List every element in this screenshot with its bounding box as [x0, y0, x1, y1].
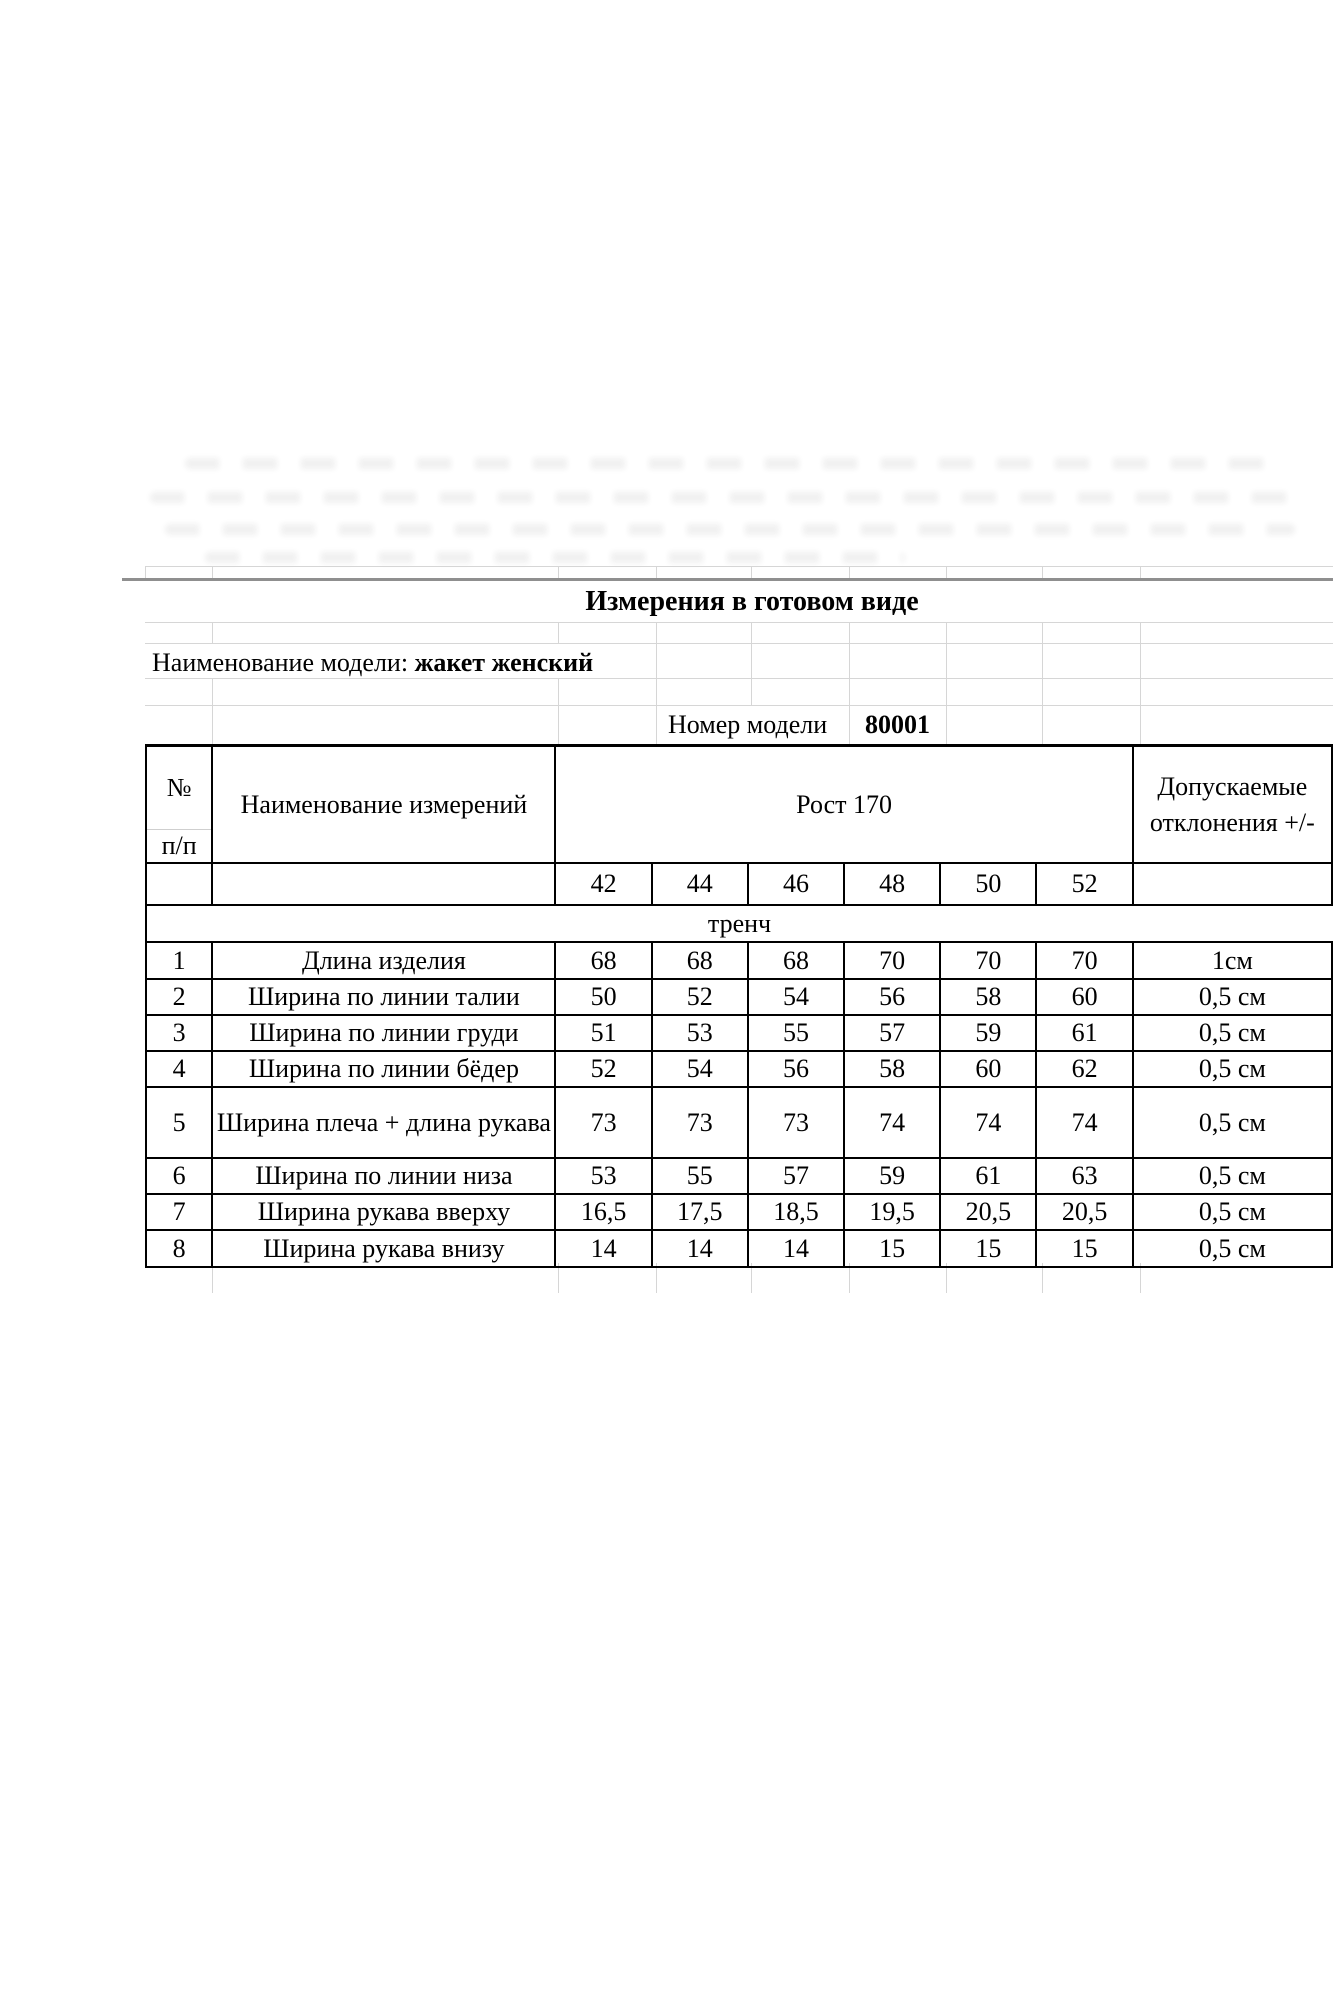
grid-line — [946, 622, 947, 643]
value-cell: 55 — [748, 1015, 844, 1051]
value-cell: 52 — [555, 1051, 651, 1087]
grid-line — [212, 705, 213, 744]
grid-line — [1042, 566, 1043, 578]
measurement-name-cell: Ширина плеча + длина рукава — [212, 1087, 555, 1158]
value-cell: 54 — [652, 1051, 748, 1087]
tolerance-cell: 0,5 см — [1133, 1194, 1332, 1230]
tolerance-cell: 0,5 см — [1133, 1158, 1332, 1194]
value-cell: 20,5 — [1036, 1194, 1132, 1230]
value-cell: 60 — [940, 1051, 1036, 1087]
value-cell: 59 — [940, 1015, 1036, 1051]
bleedthrough-smudge — [205, 552, 905, 563]
grid-line — [558, 622, 559, 643]
measurement-name-cell: Ширина по линии талии — [212, 979, 555, 1015]
value-cell: 52 — [652, 979, 748, 1015]
table-row — [146, 1194, 1332, 1230]
table-row — [146, 1015, 1332, 1051]
value-cell: 70 — [940, 942, 1036, 979]
value-cell: 58 — [844, 1051, 940, 1087]
row-number-cell: 1 — [146, 942, 212, 979]
grid-line — [656, 678, 657, 705]
value-cell: 60 — [1036, 979, 1132, 1015]
model-name-value: жакет женский — [414, 648, 594, 677]
grid-line — [751, 643, 752, 678]
grid-line — [1140, 643, 1141, 678]
size-cell: 52 — [1036, 863, 1132, 905]
tolerance-cell: 0,5 см — [1133, 1230, 1332, 1267]
grid-line — [145, 678, 1333, 679]
value-cell: 59 — [844, 1158, 940, 1194]
table-row — [146, 979, 1332, 1015]
value-cell: 56 — [844, 979, 940, 1015]
measurements-table — [145, 744, 1333, 1268]
value-cell: 63 — [1036, 1158, 1132, 1194]
grid-line — [558, 678, 559, 705]
row-number-cell: 6 — [146, 1158, 212, 1194]
empty-cell — [146, 863, 212, 905]
grid-line — [212, 678, 213, 705]
size-cell: 50 — [940, 863, 1036, 905]
row-number-cell: 5 — [146, 1087, 212, 1158]
value-cell: 58 — [940, 979, 1036, 1015]
value-cell: 61 — [1036, 1015, 1132, 1051]
row-number-cell: 4 — [146, 1051, 212, 1087]
grid-line — [946, 705, 947, 744]
value-cell: 70 — [1036, 942, 1132, 979]
grid-line — [145, 622, 1333, 623]
tolerance-cell: 0,5 см — [1133, 1015, 1332, 1051]
grid-line — [558, 705, 559, 744]
grid-line — [751, 678, 752, 705]
value-cell: 18,5 — [748, 1194, 844, 1230]
grid-line — [849, 643, 850, 678]
value-cell: 61 — [940, 1158, 1036, 1194]
value-cell: 68 — [748, 942, 844, 979]
grid-line — [849, 678, 850, 705]
measurement-name-cell: Ширина по линии груди — [212, 1015, 555, 1051]
model-name-label: Наименование модели: — [152, 648, 415, 677]
grid-line — [849, 622, 850, 643]
value-cell: 53 — [555, 1158, 651, 1194]
header-tolerance: Допускаемые отклонения +/- — [1133, 746, 1332, 864]
value-cell: 74 — [940, 1087, 1036, 1158]
measurement-name-cell: Ширина по линии низа — [212, 1158, 555, 1194]
grid-line — [1042, 643, 1043, 678]
value-cell: 20,5 — [940, 1194, 1036, 1230]
grid-line — [849, 566, 850, 578]
grid-line — [946, 643, 947, 678]
grid-line — [212, 622, 213, 643]
header-height: Рост 170 — [555, 746, 1132, 864]
group-row-trench: тренч — [146, 905, 1332, 942]
value-cell: 15 — [844, 1230, 940, 1267]
page-break-line — [122, 578, 1333, 581]
value-cell: 16,5 — [555, 1194, 651, 1230]
grid-line — [1140, 678, 1141, 705]
header-no-line2: п/п — [161, 831, 197, 860]
value-cell: 74 — [844, 1087, 940, 1158]
row-number-cell: 7 — [146, 1194, 212, 1230]
value-cell: 50 — [555, 979, 651, 1015]
row-number-cell: 8 — [146, 1230, 212, 1267]
measurement-name-cell: Ширина рукава вверху — [212, 1194, 555, 1230]
value-cell: 73 — [555, 1087, 651, 1158]
grid-line — [656, 622, 657, 643]
bleedthrough-smudge — [165, 524, 1295, 535]
grid-line — [145, 643, 1333, 644]
table-row — [146, 942, 1332, 979]
grid-line — [1140, 566, 1141, 578]
empty-cell — [1133, 863, 1332, 905]
value-cell: 15 — [1036, 1230, 1132, 1267]
table-row — [146, 1230, 1332, 1267]
value-cell: 19,5 — [844, 1194, 940, 1230]
grid-line — [751, 622, 752, 643]
grid-line — [946, 566, 947, 578]
tolerance-cell: 0,5 см — [1133, 979, 1332, 1015]
value-cell: 17,5 — [652, 1194, 748, 1230]
value-cell: 73 — [748, 1087, 844, 1158]
table-row — [146, 1087, 1332, 1158]
empty-cell — [212, 863, 555, 905]
tolerance-cell: 1см — [1133, 942, 1332, 979]
row-number-cell: 2 — [146, 979, 212, 1015]
bleedthrough-smudge — [150, 492, 1310, 503]
value-cell: 68 — [555, 942, 651, 979]
value-cell: 14 — [555, 1230, 651, 1267]
size-cell: 46 — [748, 863, 844, 905]
grid-line — [212, 566, 213, 578]
value-cell: 56 — [748, 1051, 844, 1087]
grid-line — [145, 566, 146, 578]
header-no-line1: № — [147, 747, 211, 830]
value-cell: 53 — [652, 1015, 748, 1051]
value-cell: 55 — [652, 1158, 748, 1194]
grid-line — [1042, 705, 1043, 744]
grid-line — [751, 566, 752, 578]
grid-line — [1042, 678, 1043, 705]
sizes-row — [146, 863, 1332, 905]
value-cell: 62 — [1036, 1051, 1132, 1087]
tolerance-cell: 0,5 см — [1133, 1051, 1332, 1087]
grid-line — [656, 705, 657, 744]
value-cell: 68 — [652, 942, 748, 979]
grid-line — [656, 643, 657, 678]
grid-line — [1042, 622, 1043, 643]
value-cell: 74 — [1036, 1087, 1132, 1158]
value-cell: 57 — [748, 1158, 844, 1194]
grid-line — [145, 705, 1333, 706]
grid-line — [946, 678, 947, 705]
row-number-cell: 3 — [146, 1015, 212, 1051]
model-number-label: Номер модели — [668, 710, 828, 739]
table-row — [146, 1158, 1332, 1194]
size-cell: 42 — [555, 863, 651, 905]
grid-line — [145, 566, 1333, 567]
value-cell: 70 — [844, 942, 940, 979]
table-row — [146, 1051, 1332, 1087]
value-cell: 57 — [844, 1015, 940, 1051]
value-cell: 14 — [652, 1230, 748, 1267]
value-cell: 14 — [748, 1230, 844, 1267]
tolerance-cell: 0,5 см — [1133, 1087, 1332, 1158]
value-cell: 51 — [555, 1015, 651, 1051]
grid-line — [1140, 705, 1141, 744]
measurement-name-cell: Ширина рукава внизу — [212, 1230, 555, 1267]
header-measurement-name: Наименование измерений — [212, 746, 555, 864]
size-cell: 44 — [652, 863, 748, 905]
model-name-line — [152, 648, 593, 678]
measurement-name-cell: Ширина по линии бёдер — [212, 1051, 555, 1087]
value-cell: 73 — [652, 1087, 748, 1158]
size-cell: 48 — [844, 863, 940, 905]
value-cell: 54 — [748, 979, 844, 1015]
grid-line — [558, 566, 559, 578]
measurement-name-cell: Длина изделия — [212, 942, 555, 979]
header-no-cell — [146, 746, 212, 864]
value-cell: 15 — [940, 1230, 1036, 1267]
grid-line — [656, 566, 657, 578]
page-title: Измерения в готовом виде — [585, 586, 919, 617]
grid-line — [1140, 622, 1141, 643]
bleedthrough-smudge — [185, 458, 1275, 469]
model-number-value: 80001 — [865, 710, 930, 739]
